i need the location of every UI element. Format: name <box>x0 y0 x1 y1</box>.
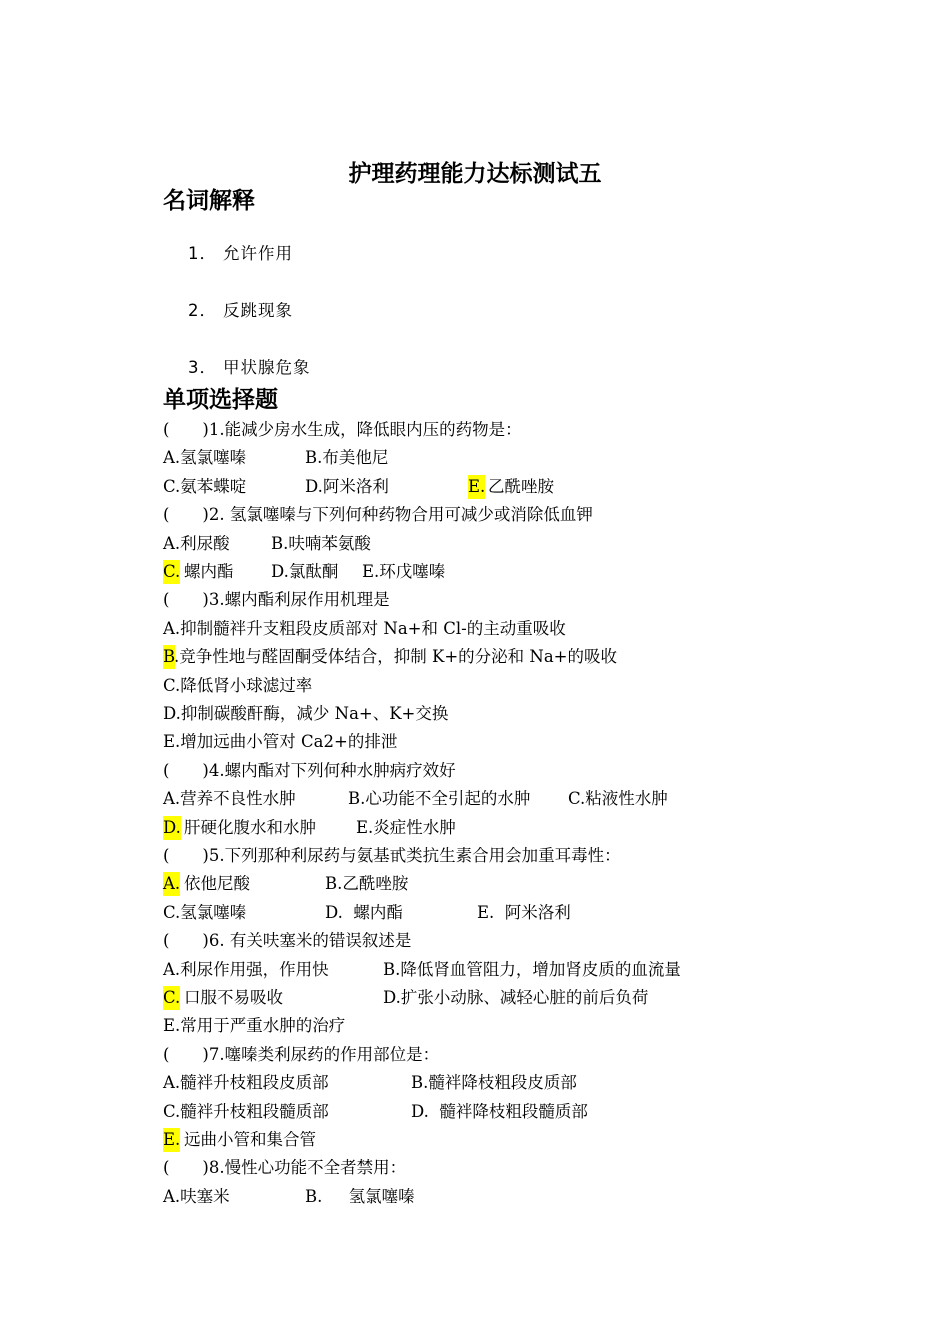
option-text: 乙酰唑胺 <box>488 476 554 496</box>
option-text: ( )3.螺内酯利尿作用机理是 <box>163 590 390 610</box>
answer-options <box>163 730 783 754</box>
option-text: 口服不易吸收 <box>184 988 283 1007</box>
option-text: ( )8.慢性心功能不全者禁用： <box>163 1158 407 1178</box>
question-stem <box>163 588 783 612</box>
option-text: 螺内酯 <box>184 562 234 581</box>
option-text: B.心功能不全引起的水肿 <box>348 789 531 809</box>
term-text: 允许作用 <box>222 244 293 263</box>
option-text: ( )6. 有关呋塞米的错误叙述是 <box>163 931 412 951</box>
term-item <box>163 275 293 320</box>
section-heading-choice: 单项选择题 <box>163 387 278 413</box>
answer-options <box>163 532 783 556</box>
term-text: 甲状腺危象 <box>222 358 311 377</box>
option-text: D. 髓袢降枝粗段髓质部 <box>411 1101 588 1121</box>
option-text: B.降低肾血管阻力，增加肾皮质的血流量 <box>383 959 681 979</box>
option-text: A.髓袢升枝粗段皮质部 <box>163 1073 329 1093</box>
answer-options <box>163 1128 783 1152</box>
question-stem <box>163 844 783 868</box>
answer-options <box>163 787 783 811</box>
term-number: 2． <box>187 301 217 320</box>
option-text: A.利尿作用强，作用快 <box>163 959 329 979</box>
option-text: C.髓袢升枝粗段髓质部 <box>163 1101 329 1121</box>
answer-options <box>163 702 783 726</box>
option-text: .竞争性地与醛固酮受体结合，抑制 K+的分泌和 Na+的吸收 <box>174 647 617 667</box>
option-text: C.氢氯噻嗪 <box>163 902 247 922</box>
option-text: ( )5.下列那种利尿药与氨基甙类抗生素合用会加重耳毒性： <box>163 846 621 865</box>
answer-options <box>163 986 783 1010</box>
question-stem <box>163 759 783 783</box>
option-text: 依他尼酸 <box>184 874 250 894</box>
option-text: A.氢氯噻嗪 <box>163 448 247 468</box>
section-heading-terms: 名词解释 <box>163 188 255 214</box>
term-number: 3． <box>187 358 217 377</box>
option-text: ( )2. 氢氯噻嗪与下列何种药物合用可减少或消除低血钾 <box>163 505 593 525</box>
option-text: B.呋喃苯氨酸 <box>271 533 371 553</box>
answer-options <box>163 1014 783 1038</box>
option-text: 远曲小管和集合管 <box>184 1130 316 1149</box>
answer-options <box>163 872 783 896</box>
option-text: D.阿米洛利 <box>305 476 389 496</box>
answer-options <box>163 958 783 982</box>
option-text: B.布美他尼 <box>305 448 389 468</box>
answer-options <box>163 560 783 584</box>
option-text: A.利尿酸 <box>163 533 230 553</box>
option-text: D.氯酞酮 <box>271 562 339 581</box>
question-stem <box>163 418 783 442</box>
option-text: E.炎症性水肿 <box>356 817 456 837</box>
answer-highlight: B <box>163 645 175 669</box>
answer-options <box>163 617 783 641</box>
answer-highlight: E. <box>468 475 485 499</box>
question-stem <box>163 1043 783 1067</box>
option-text: D. 螺内酯 <box>325 902 403 922</box>
page-title: 护理药理能力达标测试五 <box>348 160 602 187</box>
term-item <box>163 218 293 263</box>
option-text: E. 阿米洛利 <box>477 902 571 922</box>
term-text: 反跳现象 <box>222 301 293 320</box>
answer-options <box>163 674 783 698</box>
option-text: E.环戊噻嗪 <box>362 562 446 581</box>
option-text: 肝硬化腹水和水肿 <box>184 817 316 837</box>
option-text: E.常用于严重水肿的治疗 <box>163 1016 346 1036</box>
term-number: 1． <box>187 244 217 263</box>
term-item <box>163 332 311 377</box>
answer-options <box>163 901 783 925</box>
option-text: B.髓袢降枝粗段皮质部 <box>411 1073 577 1093</box>
answer-highlight: D. <box>163 816 181 840</box>
question-stem <box>163 503 783 527</box>
option-text: D.抑制碳酸酐酶，减少 Na+、K+交换 <box>163 704 449 723</box>
option-text: E.增加远曲小管对 Ca2+的排泄 <box>163 732 398 752</box>
answer-options <box>163 816 783 840</box>
question-stem <box>163 929 783 953</box>
option-text: ( )1.能减少房水生成，降低眼内压的药物是： <box>163 420 522 439</box>
answer-options <box>163 446 783 470</box>
option-text: C.降低肾小球滤过率 <box>163 675 313 695</box>
question-stem <box>163 1156 783 1180</box>
answer-options <box>163 475 783 499</box>
option-text: ( )7.噻嗪类利尿药的作用部位是： <box>163 1044 440 1064</box>
answer-highlight: C. <box>163 986 180 1010</box>
option-text: ( )4.螺内酯对下列何种水肿病疗效好 <box>163 760 456 780</box>
answer-options <box>163 1100 783 1124</box>
answer-highlight: C. <box>163 560 180 584</box>
answer-options <box>163 645 783 669</box>
answer-highlight: A. <box>163 872 180 896</box>
option-text: D.扩张小动脉、减轻心脏的前后负荷 <box>383 988 649 1007</box>
option-text: A.抑制髓袢升支粗段皮质部对 Na+和 Cl-的主动重吸收 <box>163 618 566 638</box>
option-text: B. 氢氯噻嗪 <box>305 1186 415 1206</box>
answer-highlight: E. <box>163 1128 180 1152</box>
answer-options <box>163 1185 783 1209</box>
option-text: C.粘液性水肿 <box>568 789 668 809</box>
option-text: B.乙酰唑胺 <box>325 874 409 894</box>
option-text: A.呋塞米 <box>163 1186 230 1206</box>
answer-options <box>163 1071 783 1095</box>
option-text: C.氨苯蝶啶 <box>163 476 247 496</box>
option-text: A.营养不良性水肿 <box>163 789 296 809</box>
